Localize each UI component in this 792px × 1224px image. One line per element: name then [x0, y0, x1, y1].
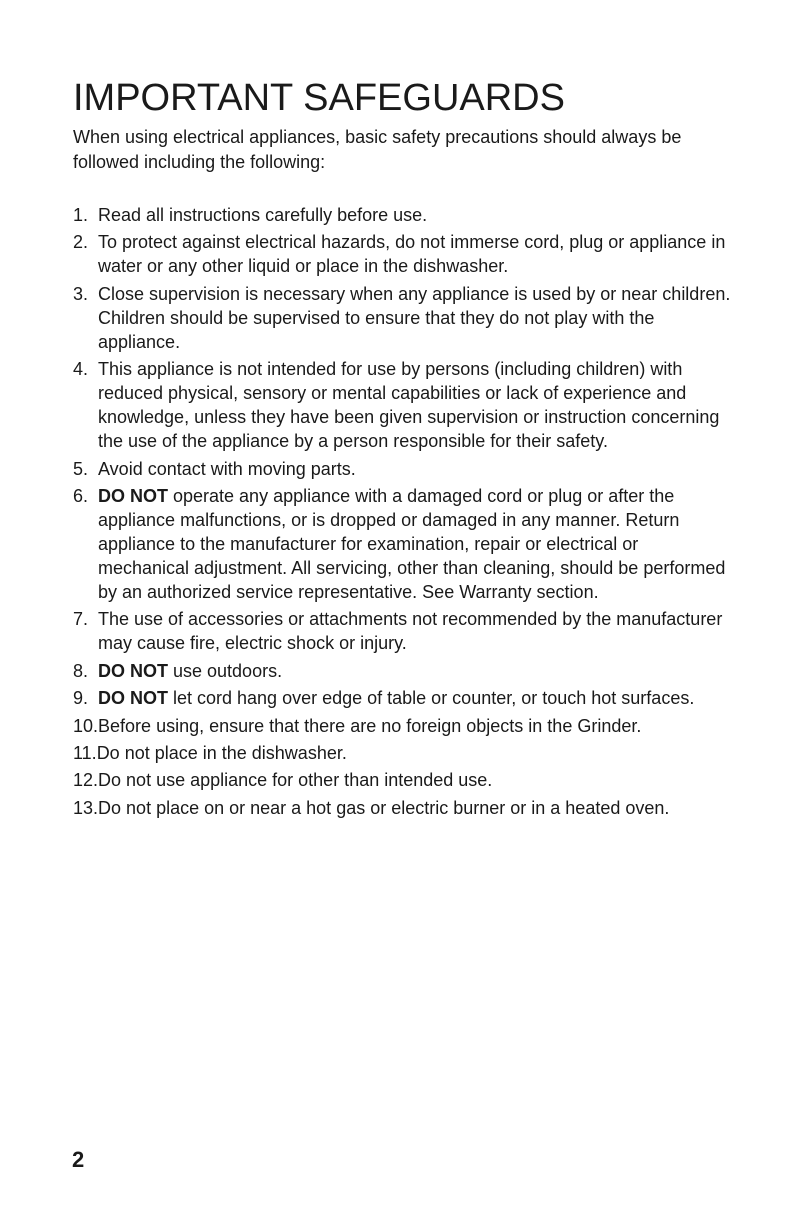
list-item-text — [98, 768, 733, 792]
do-not-emphasis: DO NOT — [98, 688, 168, 709]
list-item-body: Close supervision is necessary when any appliance is used by or near children. Children should be supervised to ensure that they do not play with the appliance. — [98, 283, 731, 352]
list-item — [73, 741, 733, 765]
list-item-number: 4. — [73, 359, 89, 380]
list-item-text — [98, 686, 733, 710]
list-item-text — [98, 714, 733, 738]
list-item-body: Do not use appliance for other than intended use. — [98, 770, 493, 791]
list-item-text — [98, 484, 733, 604]
do-not-emphasis: DO NOT — [98, 485, 168, 506]
intro-paragraph: When using electrical appliances, basic safety precautions should always be followed including the following: — [73, 127, 682, 172]
list-item — [73, 714, 733, 738]
list-item-text — [98, 607, 733, 655]
list-item-number: 2. — [73, 232, 89, 253]
list-item-body: let cord hang over edge of table or counter, or touch hot surfaces. — [168, 688, 695, 709]
list-item-number: 8. — [73, 660, 89, 681]
list-item-number: 5. — [73, 458, 89, 479]
list-item-number: 3. — [73, 283, 89, 304]
list-item-body: use outdoors. — [168, 660, 283, 681]
list-item — [73, 796, 733, 820]
safeguards-list — [73, 203, 733, 823]
list-item-body: The use of accessories or attachments not recommended by the manufacturer may cause fire, electric shock or injury. — [98, 609, 723, 654]
list-item-body: Do not place in the dishwasher. — [96, 742, 347, 763]
list-item-number: 9. — [73, 688, 89, 709]
list-item-number: 13. — [73, 797, 99, 818]
list-item-number: 10. — [73, 715, 99, 736]
list-item-body: Read all instructions carefully before use. — [98, 205, 428, 225]
list-item — [73, 768, 733, 792]
list-item — [73, 607, 733, 655]
page-number: 2 — [72, 1147, 85, 1172]
list-item — [73, 484, 733, 604]
list-item-number: 12. — [73, 770, 99, 791]
list-item-body: Before using, ensure that there are no foreign objects in the Grinder. — [98, 715, 642, 736]
list-item-body: operate any appliance with a damaged cord or plug or after the appliance malfunctions, or is dropped or damaged in any manner. Return appliance to the manufacturer for examination, repair or electrical or mechanical adjustment. All servicing, other than cleaning, should be performed by an authorized service representative. See Warranty section. — [98, 485, 726, 602]
list-item — [73, 357, 733, 453]
list-item — [73, 203, 733, 227]
list-item-body: Avoid contact with moving parts. — [98, 458, 356, 479]
list-item-number: 6. — [73, 485, 89, 506]
list-item-text — [98, 203, 733, 227]
list-item-number: 7. — [73, 609, 89, 630]
list-item — [73, 230, 733, 278]
list-item-text — [98, 357, 733, 453]
do-not-emphasis: DO NOT — [98, 660, 168, 681]
list-item — [73, 659, 733, 683]
list-item — [73, 282, 733, 354]
list-item-text — [98, 457, 733, 481]
list-item-body: Do not place on or near a hot gas or electric burner or in a heated oven. — [98, 797, 670, 818]
list-item-text — [98, 796, 733, 820]
list-item-body: This appliance is not intended for use by persons (including children) with reduced physical, sensory or mental capabilities or lack of experience and knowledge, unless they have been given supervision or instruction concerning the use of the appliance by a person responsible for their safety. — [98, 359, 720, 452]
list-item — [73, 686, 733, 710]
list-item-text — [98, 659, 733, 683]
list-item-text — [97, 741, 733, 765]
list-item-text — [98, 230, 733, 278]
list-item-number: 11. — [73, 742, 97, 763]
list-item-number: 1. — [73, 205, 89, 225]
list-item-body: To protect against electrical hazards, do not immerse cord, plug or appliance in water or any other liquid or place in the dishwasher. — [98, 232, 726, 277]
list-item-text — [98, 282, 733, 354]
list-item — [73, 457, 733, 481]
page-title: IMPORTANT SAFEGUARDS — [73, 77, 565, 119]
